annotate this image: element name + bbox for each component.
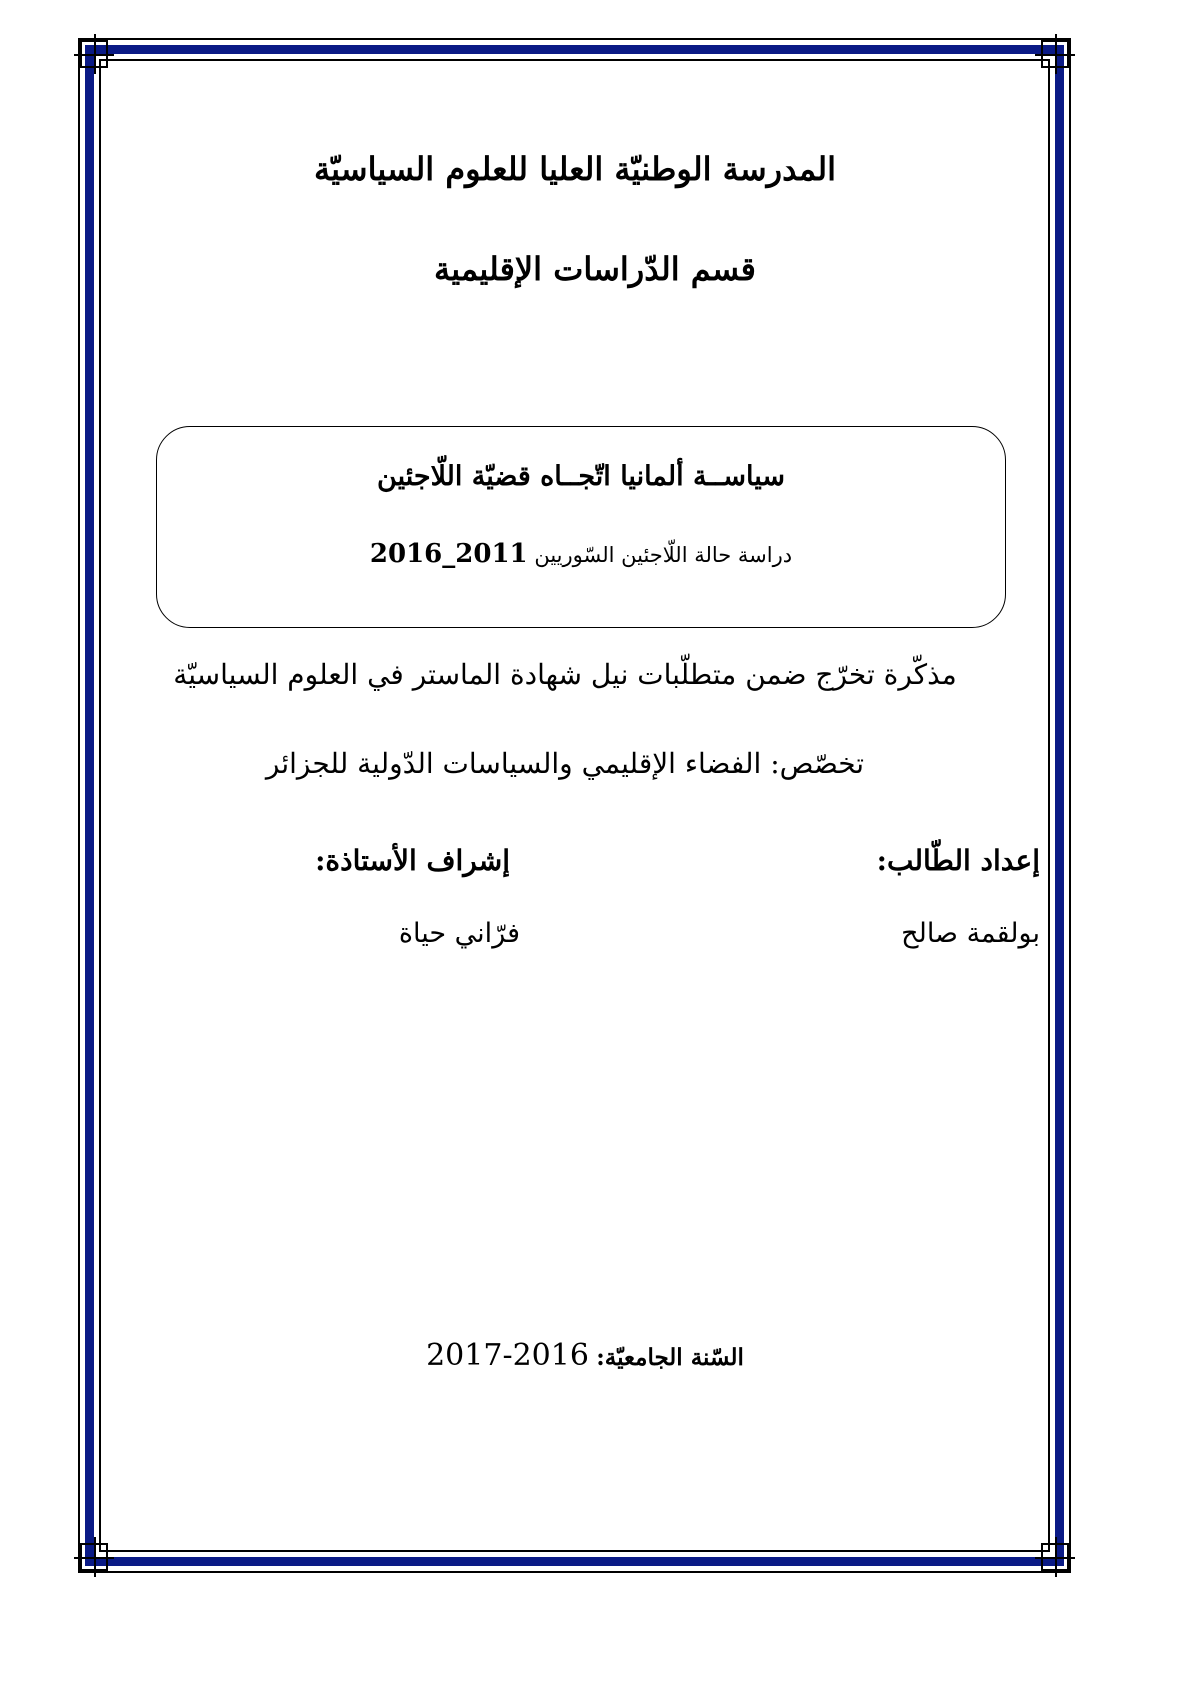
department-name: قسم الدّراسات الإقليمية — [434, 250, 756, 288]
corner-ornament-top-right — [1041, 40, 1069, 68]
thesis-subtitle — [157, 539, 1005, 569]
thesis-subtitle-text: دراسة حالة اللّاجئين السّوريين — [534, 543, 793, 567]
corner-ornament-top-left — [80, 40, 108, 68]
student-label: إعداد الطّالب: — [876, 844, 1040, 877]
academic-year-value: 2016-2017 — [426, 1338, 589, 1373]
thesis-title: سياســة ألمانيا اتّجــاه قضيّة اللّاجئين — [377, 461, 785, 492]
academic-year — [0, 1338, 1190, 1373]
supervisor-name: فرّاني حياة — [398, 918, 520, 949]
thesis-memo-statement: مذكّرة تخرّج ضمن متطلّبات نيل شهادة الماستر في العلوم السياسيّة — [173, 658, 957, 691]
student-name: بولقمة صالح — [901, 918, 1040, 949]
corner-ornament-bottom-right — [1041, 1543, 1069, 1571]
academic-year-label: السّنة الجامعيّة: — [596, 1344, 744, 1371]
thesis-title-box — [156, 426, 1006, 628]
specialization: تخصّص: الفضاء الإقليمي والسياسات الدّولية للجزائر — [265, 747, 865, 780]
thesis-subtitle-years: 2011_2016 — [369, 539, 528, 569]
corner-ornament-bottom-left — [80, 1543, 108, 1571]
supervisor-label: إشراف الأستاذة: — [315, 844, 510, 877]
school-name: المدرسة الوطنيّة العليا للعلوم السياسيّة — [313, 150, 837, 188]
